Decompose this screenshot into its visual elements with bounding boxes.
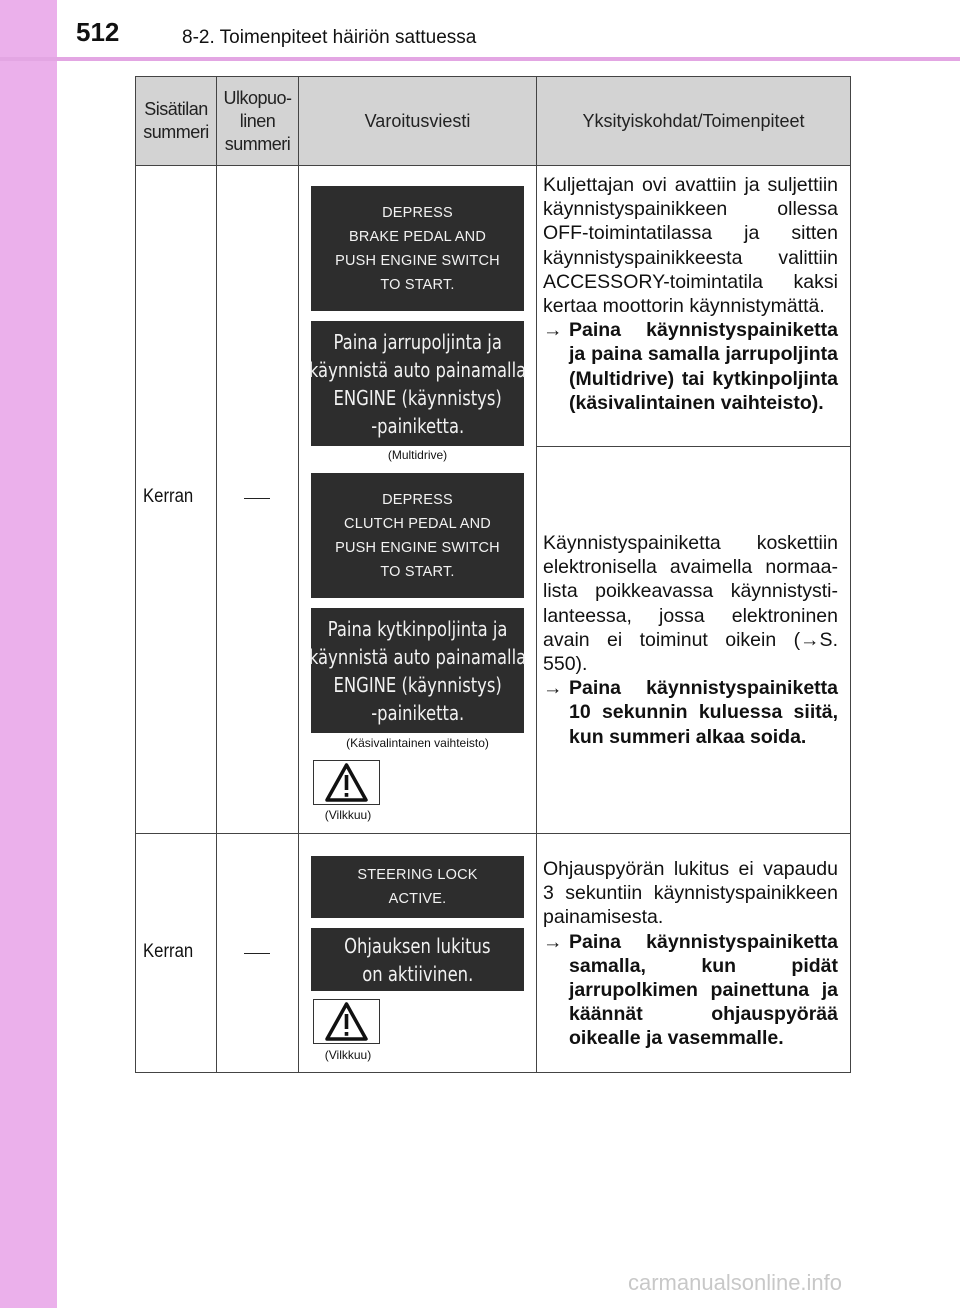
screen-line: Paina jarrupoljinta ja	[333, 329, 502, 354]
screen-line: -painiketta.	[370, 413, 465, 438]
arrow-icon: →	[543, 319, 563, 342]
warning-screen-steering-en	[311, 856, 524, 918]
screen-line: Paina kytkinpoljinta ja	[327, 616, 508, 641]
details-cell-3	[543, 857, 838, 1051]
screen-line: TO START.	[380, 276, 455, 293]
footer-watermark: carmanualsonline.info	[628, 1270, 843, 1295]
screen-line: BRAKE PEDAL AND	[348, 228, 487, 245]
screen-line: ACTIVE.	[388, 891, 447, 907]
row-subdivider	[536, 446, 850, 447]
warning-screen-clutch-en	[311, 473, 524, 598]
details-cell-2	[543, 531, 838, 749]
page-number: 512	[76, 17, 120, 47]
warning-screen-brake-fi	[308, 321, 527, 446]
header-interior-buzzer	[136, 77, 216, 165]
arrow-icon: →	[543, 930, 563, 953]
action-text: Paina käynnistyspainiketta 10 sekunnin kuluessa siitä, kun summeri alkaa soida.	[569, 677, 838, 748]
header-line: Ulkopuo-	[223, 87, 292, 108]
screen-line: CLUTCH PEDAL AND	[344, 515, 491, 532]
screen-line: on aktiivinen.	[361, 961, 474, 986]
action-text: Paina käynnistyspainiketta samalla, kun pidät jarrupolkimen painettuna ja käännät ohjauspyörää oikealle ja vasemmalle.	[569, 930, 838, 1050]
column-divider	[298, 77, 299, 1072]
action-step	[543, 318, 838, 415]
warning-triangle-icon	[313, 760, 380, 805]
header-message: Varoitusviesti	[364, 110, 471, 131]
arrow-icon: →	[543, 677, 563, 700]
details-text: Ohjauspyörän lukitus ei vapaudu 3 sekuntiin käynnistyspainikkeen painamisesta.	[543, 858, 838, 929]
screen-line: ENGINE (käynnistys)	[333, 385, 502, 410]
warning-screen-clutch-fi	[308, 608, 527, 733]
column-divider	[536, 77, 537, 1072]
screen-line: PUSH ENGINE SWITCH	[335, 539, 500, 556]
details-cell-1	[543, 173, 838, 415]
screen-line: STEERING LOCK	[357, 867, 478, 883]
caption-flashing: (Vilkkuu)	[324, 808, 372, 822]
warning-screen-brake-en	[311, 186, 524, 311]
screen-line: PUSH ENGINE SWITCH	[335, 252, 500, 269]
interior-buzzer-value: Kerran	[143, 941, 194, 962]
caption-flashing: (Vilkkuu)	[324, 1048, 372, 1062]
exterior-buzzer-none	[244, 953, 270, 954]
header-details: Yksityiskohdat/Toimenpiteet	[582, 110, 805, 131]
screen-line: -painiketta.	[370, 700, 465, 725]
caption-multidrive: (Multidrive)	[387, 448, 448, 462]
header-line: Sisätilan	[144, 99, 208, 119]
header-exterior-buzzer	[217, 77, 298, 165]
screen-line: DEPRESS	[382, 491, 453, 508]
screen-line: DEPRESS	[382, 204, 453, 221]
screen-line: TO START.	[380, 563, 455, 580]
details-text: Kuljettajan ovi avattiin ja suljettiin käynnistyspainikkeen ollessa OFF-toimintatilassa ja sitten käynnistyspainikkeesta valittiin ACCESSORY-toimintatila kaksi kertaa moottorin käynnistymättä.	[543, 174, 838, 318]
side-color-strip	[0, 0, 57, 1308]
caption-manual-transmission: (Käsivalintainen vaihteisto)	[346, 736, 489, 750]
warning-triangle-icon	[313, 999, 380, 1044]
header-line: linen	[239, 110, 276, 131]
details-text: Käynnistyspainiketta koskettiin elektronisella avaimella normaalista poikkeavassa käynnistystilanteessa, jossa elektroninen avain ei toiminut oikein (→S. 550).	[543, 532, 838, 676]
header-rule	[0, 57, 960, 61]
action-text: Paina käynnistyspainiketta ja paina samalla jarrupoljinta (Multidrive) tai kytkinpoljinta (käsivalintainen vaihteisto).	[569, 319, 838, 414]
interior-buzzer-value: Kerran	[143, 486, 194, 507]
column-divider	[216, 77, 217, 1072]
warning-screen-steering-fi	[311, 928, 524, 991]
header-line: summeri	[224, 133, 291, 154]
section-title: 8-2. Toimenpiteet häiriön sattuessa	[182, 27, 477, 48]
action-step	[543, 930, 838, 1051]
warning-table	[135, 76, 851, 1073]
action-step	[543, 676, 838, 749]
screen-line: käynnistä auto painamalla	[308, 644, 527, 669]
header-line: summeri	[143, 122, 209, 142]
exterior-buzzer-none	[244, 498, 270, 499]
screen-line: ENGINE (käynnistys)	[333, 672, 502, 697]
screen-line: käynnistä auto painamalla	[308, 357, 527, 382]
screen-line: Ohjauksen lukitus	[344, 933, 491, 958]
row-divider	[136, 833, 850, 834]
